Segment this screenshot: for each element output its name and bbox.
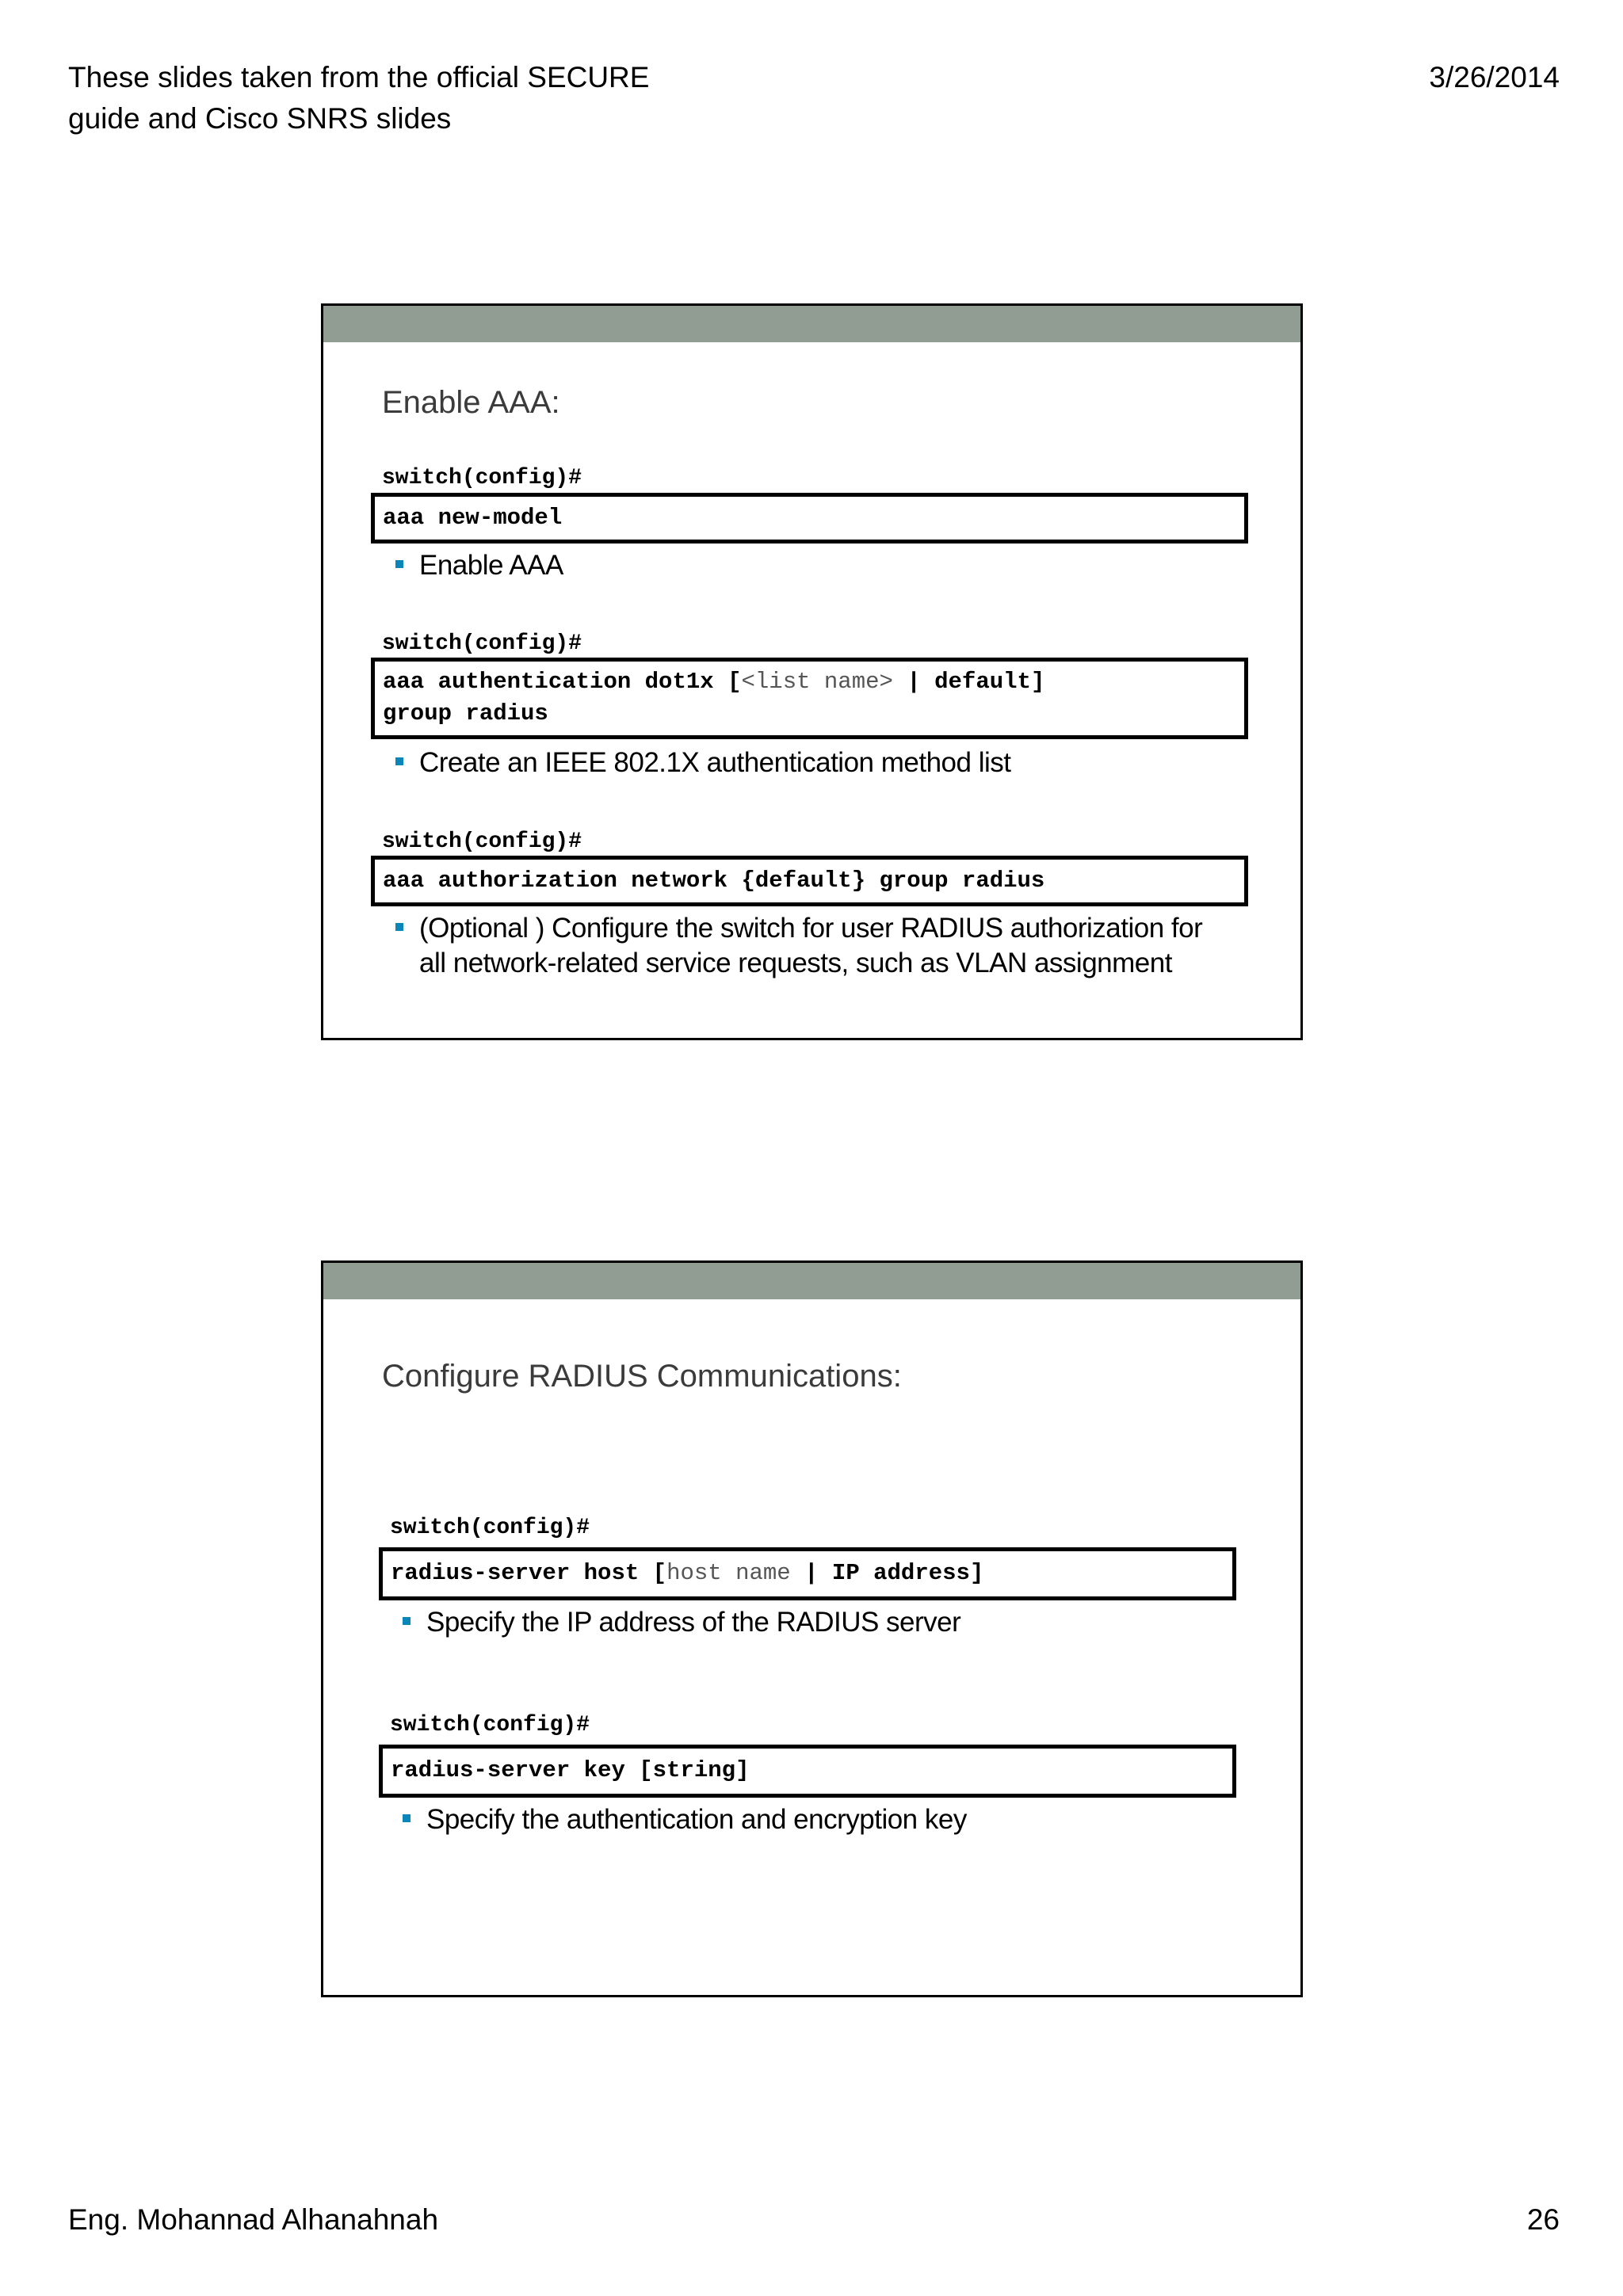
bullet-item: [419, 911, 1202, 981]
bullet-text: Enable AAA: [419, 550, 563, 581]
slide-enable-aaa: [321, 303, 1303, 1040]
config-prompt: switch(config)#: [390, 1713, 590, 1737]
command-box: [379, 1547, 1236, 1600]
bullet-square-icon: [395, 757, 403, 765]
slide-title-bar: [323, 1263, 1300, 1299]
slide-configure-radius: [321, 1261, 1303, 1997]
slide-title: Enable AAA:: [382, 385, 560, 420]
command-text: | IP address]: [790, 1560, 984, 1586]
command-argument: host name: [666, 1560, 791, 1586]
config-prompt: switch(config)#: [382, 830, 582, 854]
bullet-item: [419, 746, 1010, 780]
slide-title: Configure RADIUS Communications:: [382, 1359, 902, 1394]
bullet-square-icon: [395, 923, 403, 931]
bullet-text: Create an IEEE 802.1X authentication method list: [419, 747, 1011, 778]
header-line-2: guide and Cisco SNRS slides: [68, 102, 452, 135]
command-box: [371, 658, 1248, 739]
bullet-item: [419, 548, 563, 583]
config-prompt: switch(config)#: [382, 466, 582, 490]
page-header-source: [68, 57, 781, 139]
header-line-1: These slides taken from the official SECURE: [68, 61, 650, 93]
bullet-square-icon: [403, 1617, 411, 1625]
command-box: [379, 1745, 1236, 1798]
command-argument: <list name>: [741, 669, 893, 695]
bullet-square-icon: [395, 560, 403, 568]
slide-title-bar: [323, 306, 1300, 342]
bullet-text: (Optional ) Configure the switch for user RADIUS authorization for: [419, 913, 1203, 944]
header-date: 3/26/2014: [1429, 61, 1560, 93]
command-text: radius-server key [string]: [391, 1757, 750, 1783]
config-prompt: switch(config)#: [390, 1516, 590, 1540]
footer-author: Eng. Mohannad Alhanahnah: [68, 2203, 439, 2236]
bullet-text: all network-related service requests, such as VLAN assignment: [419, 948, 1172, 978]
bullet-square-icon: [403, 1814, 411, 1822]
command-box: [371, 493, 1248, 543]
command-text: aaa authentication dot1x [: [383, 669, 742, 695]
bullet-item: [426, 1802, 967, 1837]
bullet-item: [426, 1605, 960, 1640]
command-box: [371, 856, 1248, 906]
command-text: | default]: [892, 669, 1045, 695]
command-text-line-2: group radius: [383, 700, 548, 727]
command-text: aaa authorization network {default} group radius: [383, 868, 1045, 894]
page-number: 26: [1526, 2203, 1560, 2236]
command-text: aaa new-model: [383, 505, 563, 531]
command-text: radius-server host [: [391, 1560, 667, 1586]
config-prompt: switch(config)#: [382, 631, 582, 656]
bullet-text: Specify the IP address of the RADIUS server: [426, 1607, 961, 1638]
bullet-text: Specify the authentication and encryption key: [426, 1804, 967, 1835]
